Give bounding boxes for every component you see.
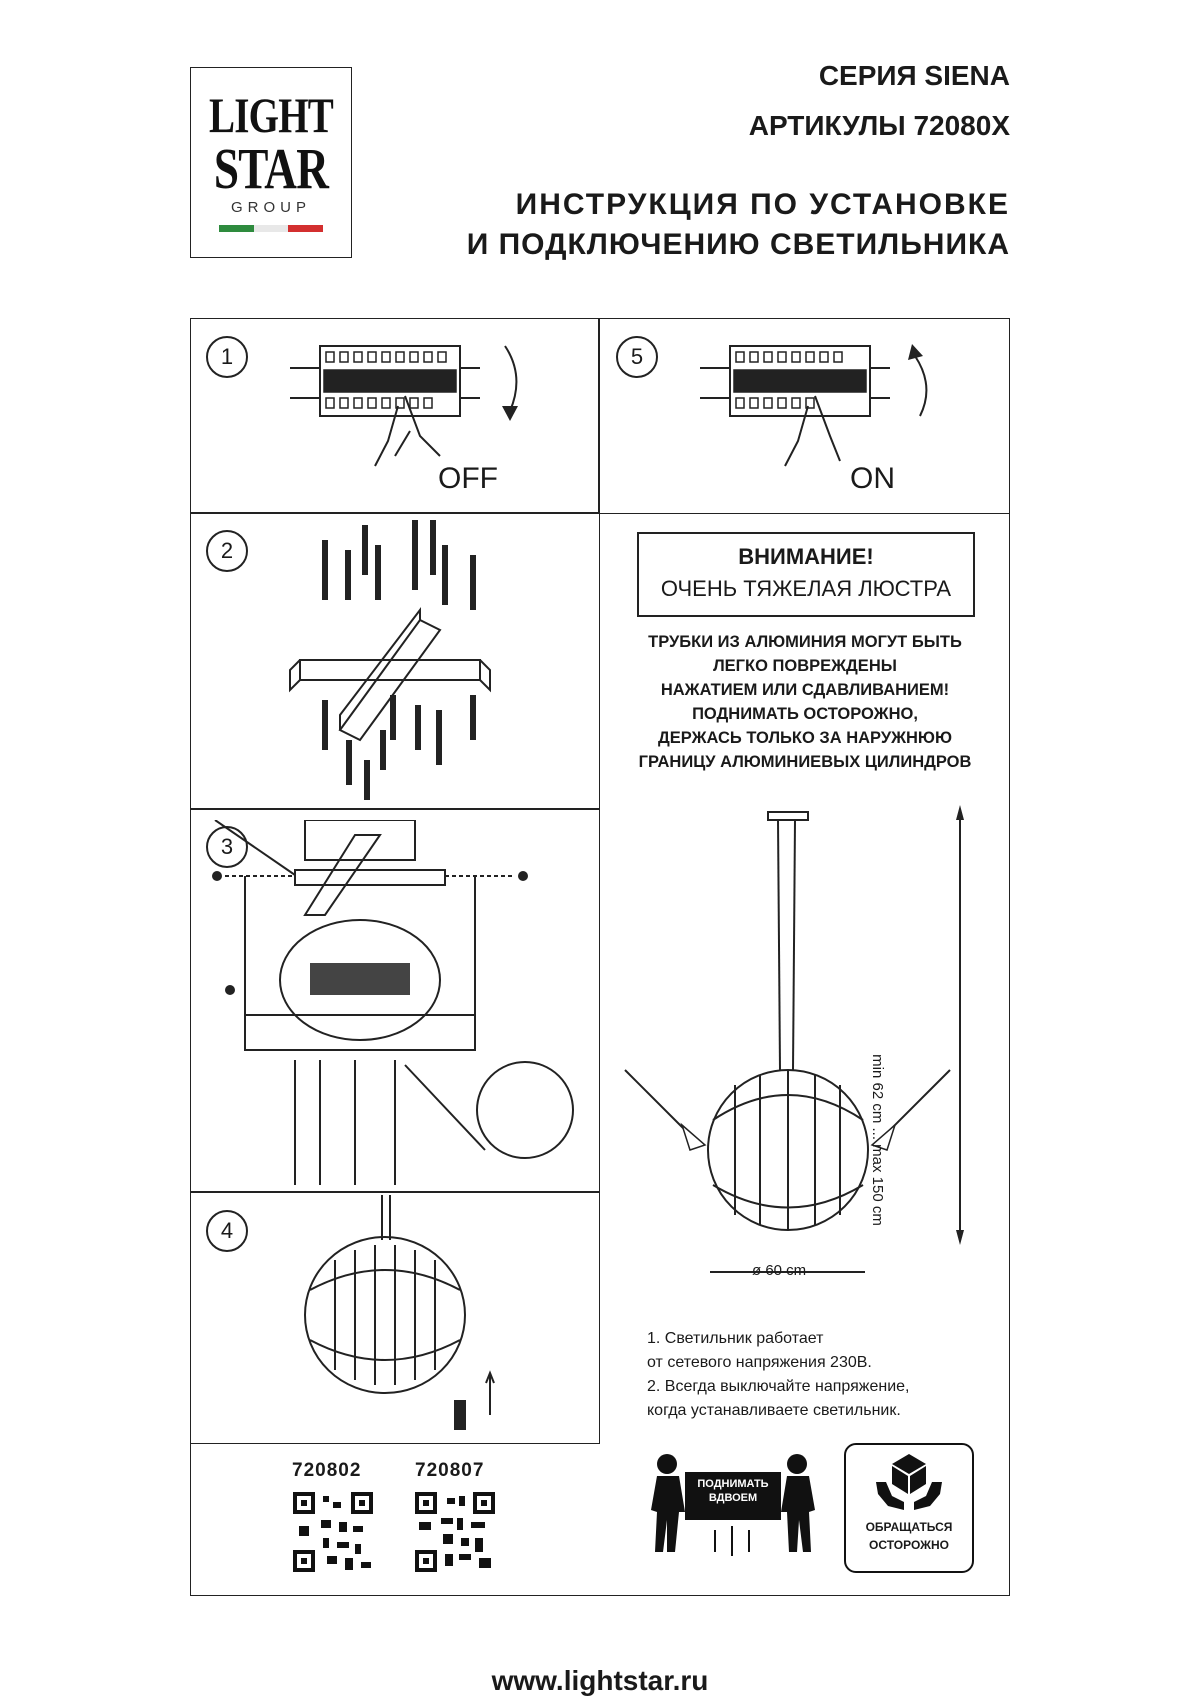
handle-with-care-line: ОБРАЩАТЬСЯ (865, 1520, 953, 1534)
product-code-2: 720807 (415, 1460, 485, 1481)
warning-line: ДЕРЖАСЬ ТОЛЬКО ЗА НАРУЖНЮЮ (658, 729, 952, 747)
lift-together-line: ВДВОЕМ (708, 1492, 758, 1504)
qr-code-icon (293, 1492, 373, 1572)
lift-together-line: ПОДНИМАТЬ (697, 1478, 769, 1490)
step-3-number: 3 (206, 826, 248, 868)
warning-line: ГРАНИЦУ АЛЮМИНИЕВЫХ ЦИЛИНДРОВ (638, 753, 972, 771)
step-1-number: 1 (206, 336, 248, 378)
note-line: когда устанавливаете светильник. (647, 1402, 901, 1419)
step-4-number: 4 (206, 1210, 248, 1252)
wiring-connection-illustration (205, 820, 595, 1190)
warning-line: ПОДНИМАТЬ ОСТОРОЖНО, (692, 705, 918, 723)
doc-title-line2: И ПОДКЛЮЧЕНИЮ СВЕТИЛЬНИКА (466, 228, 1010, 261)
warning-box (637, 532, 975, 617)
warning-line: ТРУБКИ ИЗ АЛЮМИНИЯ МОГУТ БЫТЬ (648, 633, 962, 651)
warning-title: ВНИМАНИЕ! (738, 544, 874, 569)
qr-code-icon (415, 1492, 495, 1572)
diameter-dimension: ø 60 cm (752, 1262, 807, 1279)
breaker-on-illustration (690, 336, 950, 486)
step-5-caption: ON (850, 462, 895, 495)
article-numbers: АРТИКУЛЫ 72080X (748, 110, 1010, 141)
product-code-1: 720802 (292, 1460, 362, 1481)
doc-title-line1: ИНСТРУКЦИЯ ПО УСТАНОВКЕ (515, 188, 1010, 221)
italian-flag-icon (219, 225, 323, 232)
note-line: 1. Светильник работает (647, 1330, 824, 1347)
website-url[interactable]: www.lightstar.ru (491, 1665, 709, 1696)
warning-subtitle: ОЧЕНЬ ТЯЖЕЛАЯ ЛЮСТРА (660, 576, 952, 601)
warning-line: ЛЕГКО ПОВРЕЖДЕНЫ (713, 657, 897, 675)
warning-text (600, 630, 1010, 774)
breaker-off-illustration (280, 336, 540, 486)
step-5-number: 5 (616, 336, 658, 378)
note-line: от сетевого напряжения 230В. (647, 1354, 872, 1371)
lift-together-label (685, 1477, 781, 1505)
chandelier-dimension-illustration (610, 800, 1000, 1280)
logo-text-star: STAR (213, 136, 329, 201)
logo-text-light: LIGHT (209, 87, 333, 143)
handle-with-care-line: ОСТОРОЖНО (869, 1538, 949, 1552)
step-2-number: 2 (206, 530, 248, 572)
logo-text-group: GROUP (230, 199, 311, 216)
warning-line: НАЖАТИЕМ ИЛИ СДАВЛИВАНИЕМ! (660, 681, 950, 699)
mounting-bracket-illustration (280, 520, 520, 805)
lift-together-icon (645, 1452, 820, 1567)
notes (647, 1327, 909, 1423)
chandelier-assembly-illustration (300, 1195, 520, 1440)
note-line: 2. Всегда выключайте напряжение, (647, 1378, 910, 1395)
height-dimension: min 62 cm ... max 150 cm (869, 1054, 886, 1226)
handle-with-care-label (846, 1518, 972, 1554)
series-name: СЕРИЯ SIENA (818, 60, 1010, 91)
fragile-box-icon (874, 1452, 944, 1512)
brand-logo (190, 67, 352, 258)
step-1-caption: OFF (438, 462, 498, 495)
